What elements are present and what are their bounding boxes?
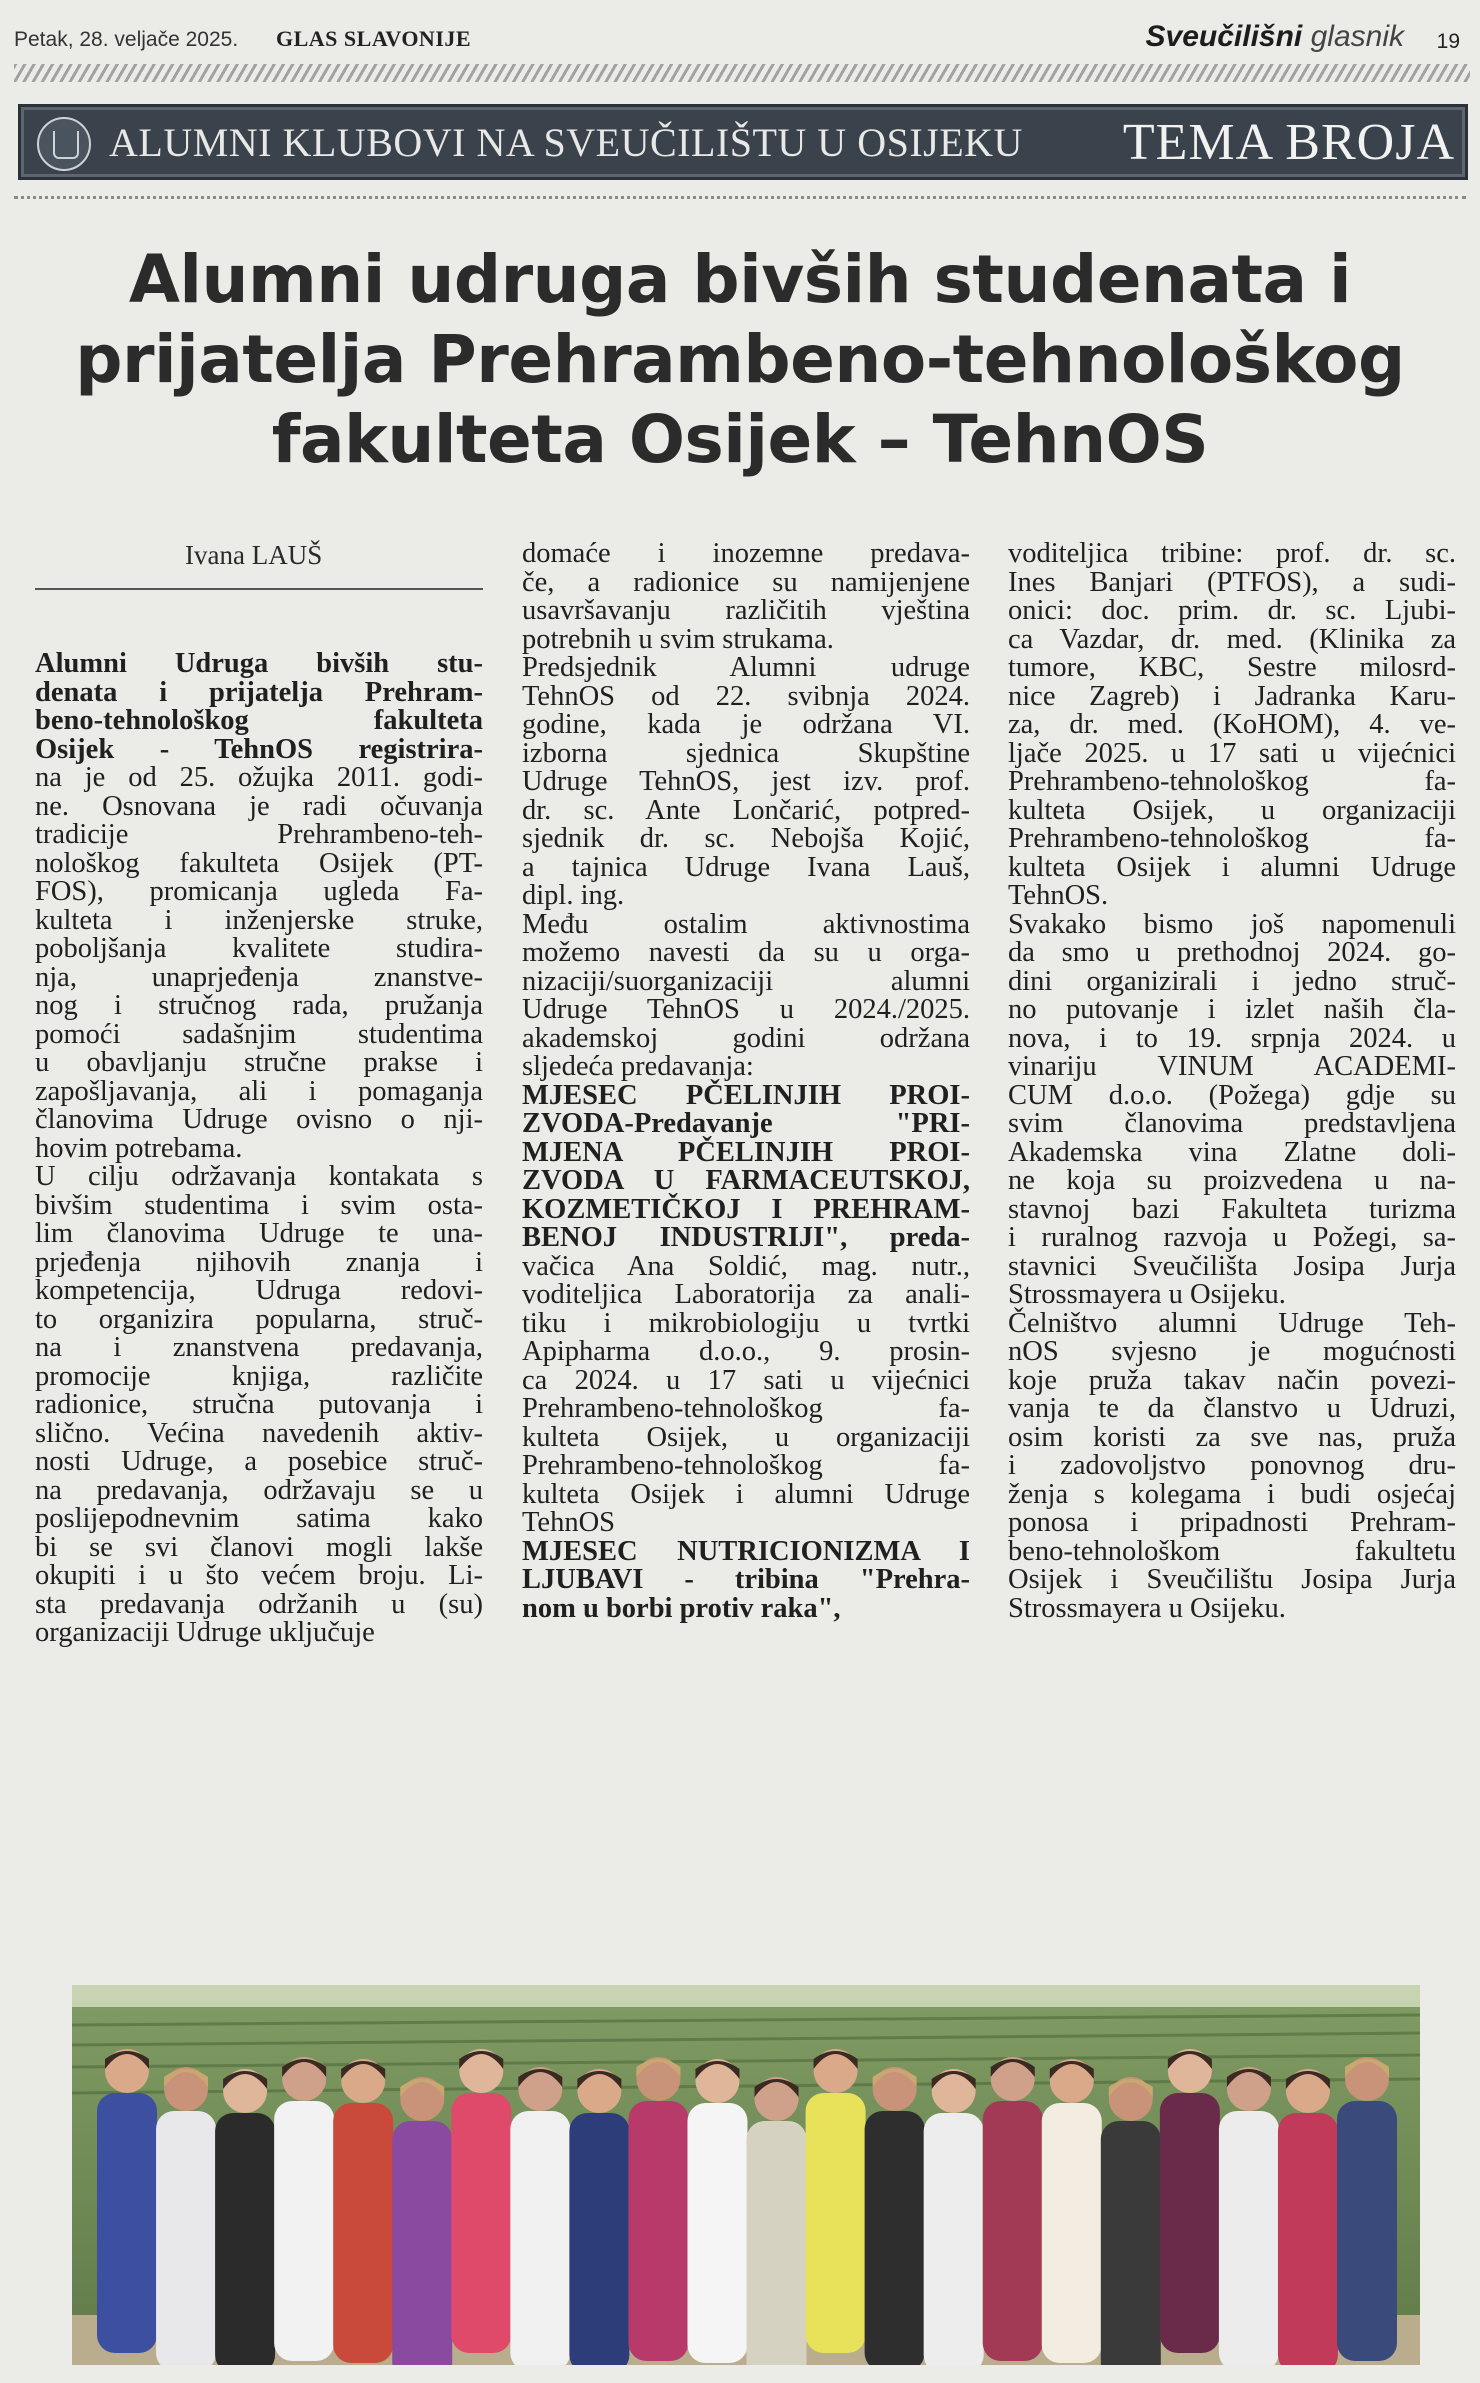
text-line: MJESEC PČELINJIH PROI- [522, 1079, 970, 1111]
article-column-2 [522, 540, 970, 1623]
text-line: u obavljanju stručne prakse i [35, 1047, 483, 1078]
text-line: nja, unaprjeđenja znanstve- [35, 961, 483, 993]
text-line: prjeđenja njihovih znanja i [35, 1246, 483, 1278]
text-line: na predavanja, održavaju se u [35, 1474, 483, 1506]
text-line: MJESEC NUTRICIONIZMA I [522, 1535, 970, 1567]
person-figure [156, 2111, 216, 2365]
page-number: 19 [1436, 30, 1460, 53]
hatched-rule [14, 64, 1470, 82]
text-line: Akademska vina Zlatne doli- [1008, 1136, 1456, 1168]
person-figure [1042, 2103, 1102, 2363]
text-line: stavnici Sveučilišta Josipa Jurja [1008, 1250, 1456, 1282]
person-figure [569, 2113, 629, 2365]
text-line: kompetencija, Udruga redovi- [35, 1275, 483, 1306]
text-line: kulteta Osijek i alumni Udruge [522, 1478, 970, 1510]
issue-date: Petak, 28. veljače 2025. [14, 28, 239, 51]
text-line: nosti Udruge, a posebice struč- [35, 1446, 483, 1477]
text-line: usavršavanju različitih vještina [522, 595, 970, 626]
article-column-1 [35, 650, 483, 1648]
person-figure [747, 2121, 807, 2365]
text-line: Ines Banjari (PTFOS), a sudi- [1008, 566, 1456, 598]
text-line: Čelništvo alumni Udruge Teh- [1008, 1307, 1456, 1339]
text-line: vinariju VINUM ACADEMI- [1008, 1051, 1456, 1082]
text-line: hovim potrebama. [35, 1132, 243, 1164]
text-line: i ruralnog razvoja u Požegi, sa- [1008, 1222, 1456, 1253]
text-line: akademskoj godini održana [522, 1022, 970, 1054]
text-line: lim članovima Udruge te una- [35, 1218, 483, 1249]
newspaper-name: GLAS SLAVONIJE [276, 26, 472, 51]
text-line: nom u borbi protiv raka", [522, 1592, 841, 1624]
text-line: TehnOS od 22. svibnja 2024. [522, 680, 970, 712]
group-photo-image [72, 1985, 1420, 2365]
text-line: koje pruža takav način povezi- [1008, 1364, 1456, 1396]
text-line: vanja te da članstvo u Udruzi, [1008, 1393, 1456, 1424]
byline: Ivana LAUŠ [185, 540, 323, 570]
text-line: poboljšanja kvalitete studira- [35, 933, 483, 964]
text-line: kulteta Osijek, u organizaciji [522, 1421, 970, 1453]
text-line: dipl. ing. [522, 880, 625, 911]
supplement-title-bold: Sveučilišni [1145, 20, 1303, 53]
text-line: sljedeća predavanja: [522, 1051, 754, 1082]
article-column-3 [1008, 540, 1456, 1623]
text-line: Osijek - TehnOS registrira- [35, 733, 483, 765]
text-line: MJENA PČELINJIH PROI- [522, 1136, 970, 1168]
text-line: za, dr. med. (KoHOM), 4. ve- [1008, 709, 1456, 740]
text-line: to organizira popularna, struč- [35, 1303, 483, 1335]
person-figure [392, 2121, 452, 2365]
text-line: BENOJ INDUSTRIJI", preda- [522, 1222, 970, 1253]
text-line: promocije knjiga, različite [35, 1360, 483, 1392]
text-line: Svakako bismo još napomenuli [1008, 908, 1456, 940]
text-line: tradicije Prehrambeno-teh- [35, 819, 483, 850]
text-line: okupiti i u što većem broju. Li- [35, 1560, 483, 1591]
headline-line: prijatelja Prehrambeno-tehnološkog [75, 321, 1405, 398]
text-line: vačica Ana Soldić, mag. nutr., [522, 1250, 970, 1282]
page-header [14, 20, 1466, 68]
text-line: poslijepodnevnim satima kako [35, 1503, 483, 1534]
person-figure [510, 2111, 570, 2365]
headline-line: Alumni udruga bivših studenata i [128, 241, 1352, 318]
text-line: zapošljavanja, ali i pomaganja [35, 1075, 483, 1107]
text-line: nova, i to 19. srpnja 2024. u [1008, 1022, 1456, 1054]
person-figure [687, 2103, 747, 2363]
text-line: beno-tehnološkog fakulteta [35, 705, 483, 736]
text-line: radionice, stručna putovanja i [35, 1389, 483, 1420]
text-line: i zadovoljstvo ponovnog dru- [1008, 1450, 1456, 1481]
text-line: ZVODA-Predavanje "PRI- [522, 1108, 970, 1139]
text-line: da smo u prethodnoj 2024. go- [1008, 937, 1456, 968]
text-line: onici: doc. prim. dr. sc. Ljubi- [1008, 595, 1456, 626]
text-line: ne. Osnovana je radi očuvanja [35, 790, 483, 822]
text-line: na i znanstvena predavanja, [35, 1332, 483, 1363]
headline-line: fakulteta Osijek – TehnOS [271, 401, 1209, 478]
text-line: TehnOS [522, 1507, 616, 1538]
person-figure [1160, 2093, 1220, 2353]
text-line: no putovanje i izlet naših čla- [1008, 994, 1456, 1025]
text-line: stavnoj bazi Fakulteta turizma [1008, 1193, 1456, 1225]
person-figure [451, 2093, 511, 2353]
text-line: dini organizirali i jedno struč- [1008, 965, 1456, 997]
text-line: Alumni Udruga bivših stu- [35, 648, 483, 679]
text-line: možemo navesti da su u orga- [522, 937, 970, 968]
text-line: svim članovima predstavljena [1008, 1108, 1456, 1139]
text-line: nizaciji/suorganizaciji alumni [522, 965, 970, 997]
text-line: Prehrambeno-tehnološkog fa- [522, 1393, 970, 1424]
text-line: Udruge TehnOS, jest izv. prof. [522, 766, 970, 797]
person-figure [983, 2101, 1043, 2361]
text-line: Strossmayera u Osijeku. [1008, 1592, 1286, 1624]
person-figure [1101, 2121, 1161, 2365]
text-line: domaće i inozemne predava- [522, 538, 970, 569]
text-line: denata i prijatelja Prehram- [35, 676, 483, 708]
text-line: voditeljica tribine: prof. dr. sc. [1008, 538, 1456, 569]
text-line: ponosa i pripadnosti Prehram- [1008, 1507, 1456, 1538]
text-line: Prehrambeno-tehnološkog fa- [1008, 823, 1456, 854]
text-line: sta predavanja održanih u (su) [35, 1588, 483, 1620]
text-line: bi se svi članovi mogli lakše [35, 1531, 483, 1563]
text-line: članovima Udruge ovisno o nji- [35, 1104, 483, 1135]
text-line: kulteta i inženjerske struke, [35, 904, 483, 936]
series-title: ALUMNI KLUBOVI NA SVEUČILIŠTU U OSIJEKU [109, 120, 1023, 165]
group-photo [72, 1985, 1420, 2365]
person-figure [333, 2103, 393, 2363]
text-line: nice Zagreb) i Jadranka Karu- [1008, 680, 1456, 712]
text-line: FOS), promicanja ugleda Fa- [35, 876, 483, 907]
university-seal-icon [37, 117, 91, 171]
text-line: nog i stručnog rada, pružanja [35, 990, 483, 1021]
text-line: tumore, KBC, Sestre milosrd- [1008, 652, 1456, 683]
text-line: če, a radionice su namijenjene [522, 566, 970, 598]
text-line: LJUBAVI - tribina "Prehra- [522, 1564, 970, 1595]
text-line: Prehrambeno-tehnološkog fa- [522, 1450, 970, 1481]
text-line: potrebnih u svim strukama. [522, 623, 834, 655]
text-line: tiku i mikrobiologiju u tvrtki [522, 1307, 970, 1339]
person-figure [806, 2093, 866, 2353]
text-line: bivšim studentima i svim osta- [35, 1189, 483, 1221]
article-headline [40, 240, 1440, 480]
text-line: Prehrambeno-tehnološkog fa- [1008, 766, 1456, 797]
text-line: sjednik dr. sc. Nebojša Kojić, [522, 823, 970, 854]
text-line: beno-tehnološkom fakultetu [1008, 1535, 1456, 1567]
byline-rule [35, 588, 483, 590]
text-line: ljače 2025. u 17 sati u vijećnici [1008, 737, 1456, 769]
text-line: ZVODA U FARMACEUTSKOJ, [522, 1165, 970, 1196]
text-line: U cilju održavanja kontakata s [35, 1161, 483, 1192]
person-figure [924, 2113, 984, 2365]
text-line: kulteta Osijek i alumni Udruge [1008, 851, 1456, 883]
text-line: dr. sc. Ante Lončarić, potpred- [522, 794, 970, 826]
text-line: CUM d.o.o. (Požega) gdje su [1008, 1079, 1456, 1111]
person-figure [1337, 2101, 1397, 2361]
person-figure [215, 2113, 275, 2365]
text-line: ca Vazdar, dr. med. (Klinika za [1008, 623, 1456, 655]
person-figure [274, 2101, 334, 2361]
text-line: Predsjednik Alumni udruge [522, 652, 970, 683]
section-banner [18, 104, 1468, 180]
person-figure [97, 2093, 157, 2353]
text-line: Strossmayera u Osijeku. [1008, 1279, 1286, 1310]
text-line: kulteta Osijek, u organizaciji [1008, 794, 1456, 826]
text-line: Udruge TehnOS u 2024./2025. [522, 994, 970, 1025]
text-line: Apipharma d.o.o., 9. prosin- [522, 1336, 970, 1367]
text-line: TehnOS. [1008, 880, 1109, 911]
text-line: ne koja su proizvedena u na- [1008, 1165, 1456, 1196]
text-line: izborna sjednica Skupštine [522, 737, 970, 769]
text-line: Osijek i Sveučilištu Josipa Jurja [1008, 1564, 1456, 1595]
text-line: KOZMETIČKOJ I PREHRAM- [522, 1193, 970, 1225]
person-figure [1219, 2111, 1279, 2365]
text-line: osim koristi za sve nas, pruža [1008, 1421, 1456, 1453]
supplement-title-light: glasnik [1310, 20, 1404, 53]
text-line: organizaciji Udruge uključuje [35, 1617, 375, 1648]
text-line: Među ostalim aktivnostima [522, 908, 970, 940]
supplement-title [1146, 20, 1404, 54]
section-label: TEMA BROJA [1122, 114, 1455, 171]
dotted-divider [14, 196, 1466, 199]
text-line: na je od 25. ožujka 2011. godi- [35, 762, 483, 793]
text-line: voditeljica Laboratorija za anali- [522, 1279, 970, 1310]
text-line: ženja s kolegama i budi osjećaj [1008, 1478, 1456, 1510]
text-line: nološkog fakulteta Osijek (PT- [35, 847, 483, 879]
person-figure [865, 2111, 925, 2365]
text-line: pomoći sadašnjim studentima [35, 1018, 483, 1050]
text-line: nOS svjesno je mogućnosti [1008, 1336, 1456, 1367]
person-figure [628, 2101, 688, 2361]
person-figure [1278, 2113, 1338, 2365]
text-line: a tajnica Udruge Ivana Lauš, [522, 851, 970, 883]
text-line: ca 2024. u 17 sati u vijećnici [522, 1364, 970, 1396]
text-line: godine, kada je održana VI. [522, 709, 970, 740]
text-line: slično. Većina navedenih aktiv- [35, 1417, 483, 1449]
